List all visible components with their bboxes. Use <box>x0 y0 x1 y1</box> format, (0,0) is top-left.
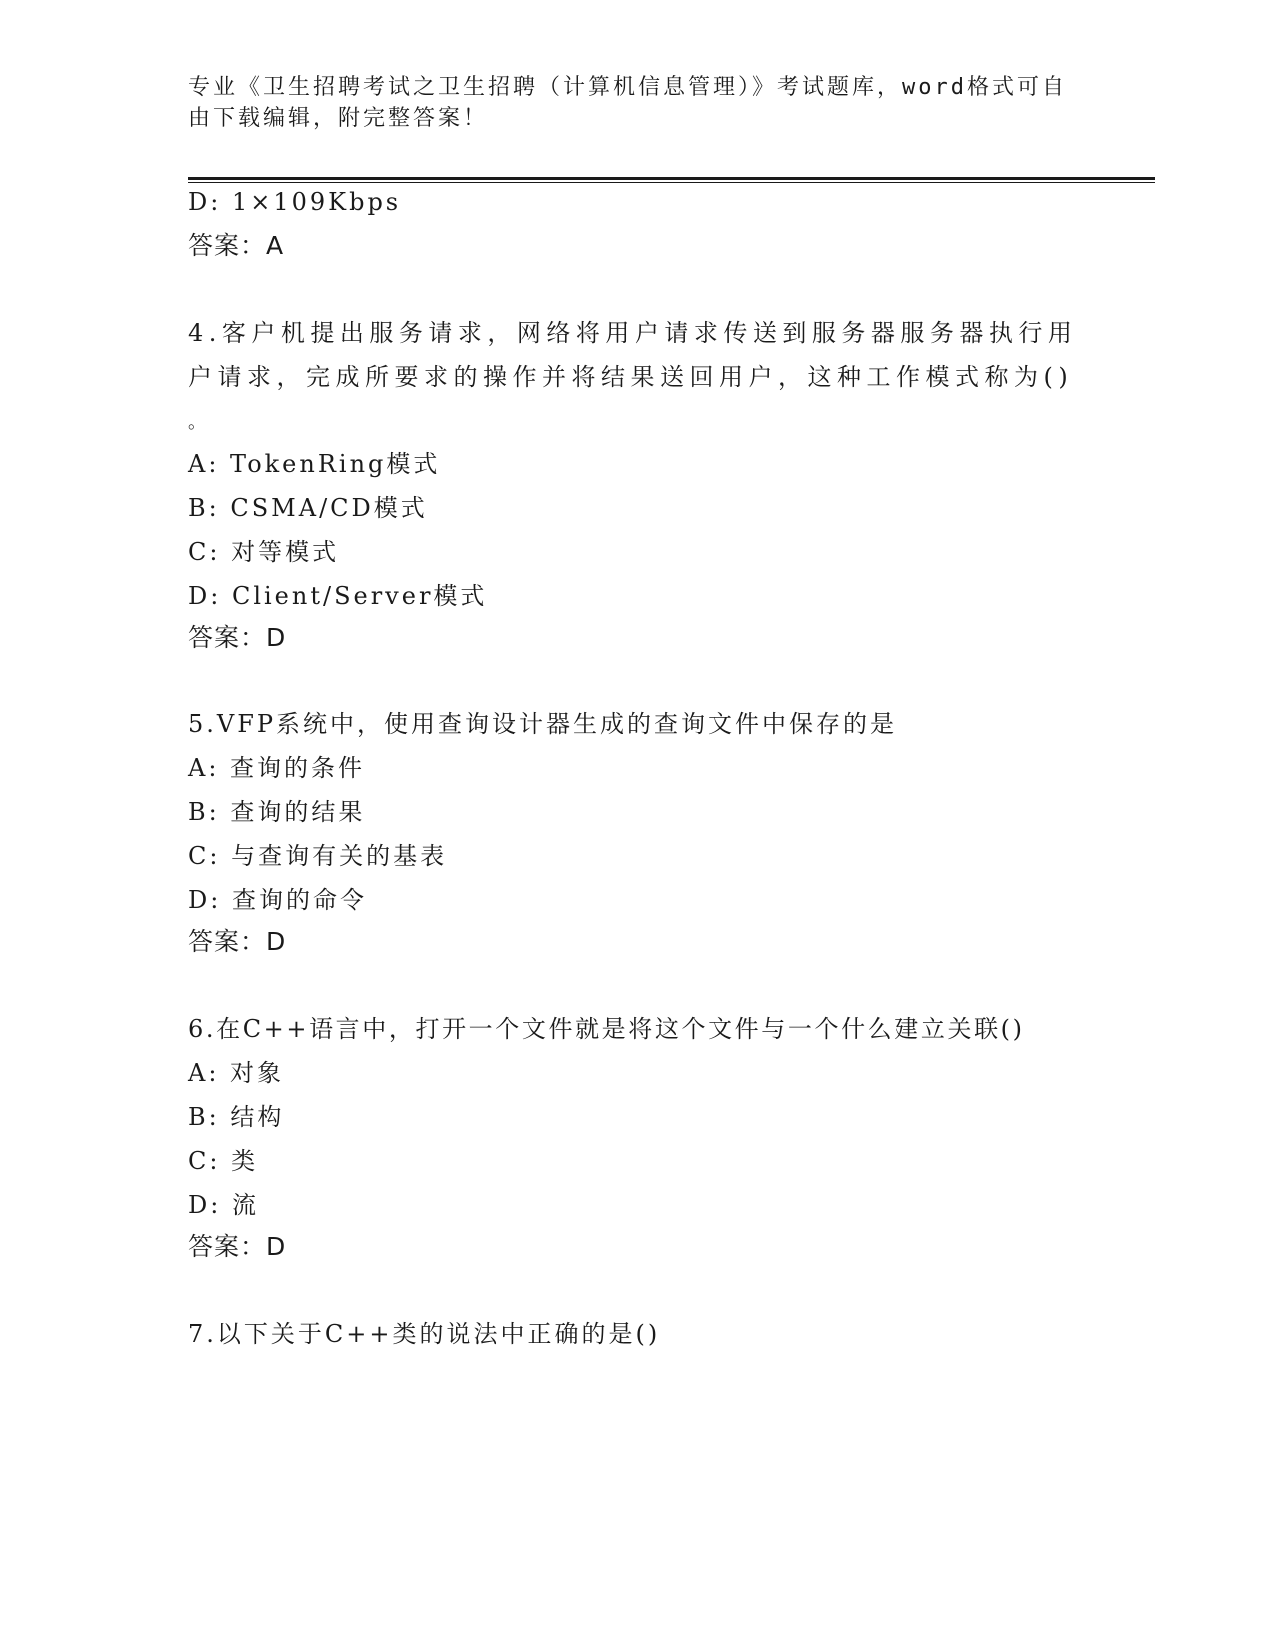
q4-stem-line-1: 4.客户机提出服务请求，网络将用户请求传送到服务器服务器执行用 <box>188 319 1078 347</box>
q4-option-d: D: Client/Server模式 <box>188 582 488 610</box>
header-line-1: 专业《卫生招聘考试之卫生招聘（计算机信息管理）》考试题库，word格式可自 <box>188 75 1067 100</box>
q6-answer: 答案：D <box>188 1232 287 1261</box>
q5-option-d: D: 查询的命令 <box>188 886 367 914</box>
header-divider-thin <box>188 182 1155 183</box>
q5-answer: 答案：D <box>188 927 287 956</box>
prev-option-d: D: 1×109Kbps <box>188 188 402 216</box>
q6-option-d: D: 流 <box>188 1191 259 1219</box>
q5-option-a: A: 查询的条件 <box>188 754 366 782</box>
q4-option-b: B: CSMA/CD模式 <box>188 494 428 522</box>
q6-option-a: A: 对象 <box>188 1059 285 1087</box>
q6-option-c: C: 类 <box>188 1147 259 1175</box>
q4-stem-line-3: 。 <box>188 412 209 433</box>
header-line-2: 由下载编辑，附完整答案！ <box>188 106 489 131</box>
q4-option-c: C: 对等模式 <box>188 538 340 566</box>
q5-option-c: C: 与查询有关的基表 <box>188 842 448 870</box>
q6-option-b: B: 结构 <box>188 1103 285 1131</box>
q4-stem-line-2: 户请求，完成所要求的操作并将结果送回用户，这种工作模式称为() <box>188 363 1074 391</box>
q6-stem: 6.在C++语言中，打开一个文件就是将这个文件与一个什么建立关联() <box>188 1015 1025 1043</box>
document-header <box>188 72 1068 134</box>
q5-stem: 5.VFP系统中，使用查询设计器生成的查询文件中保存的是 <box>188 710 898 738</box>
prev-answer: 答案：A <box>188 231 285 260</box>
q4-answer: 答案：D <box>188 623 287 652</box>
header-divider-thick <box>188 177 1155 180</box>
q4-option-a: A: TokenRing模式 <box>188 450 441 478</box>
q7-stem: 7.以下关于C++类的说法中正确的是() <box>188 1320 661 1348</box>
q5-option-b: B: 查询的结果 <box>188 798 366 826</box>
